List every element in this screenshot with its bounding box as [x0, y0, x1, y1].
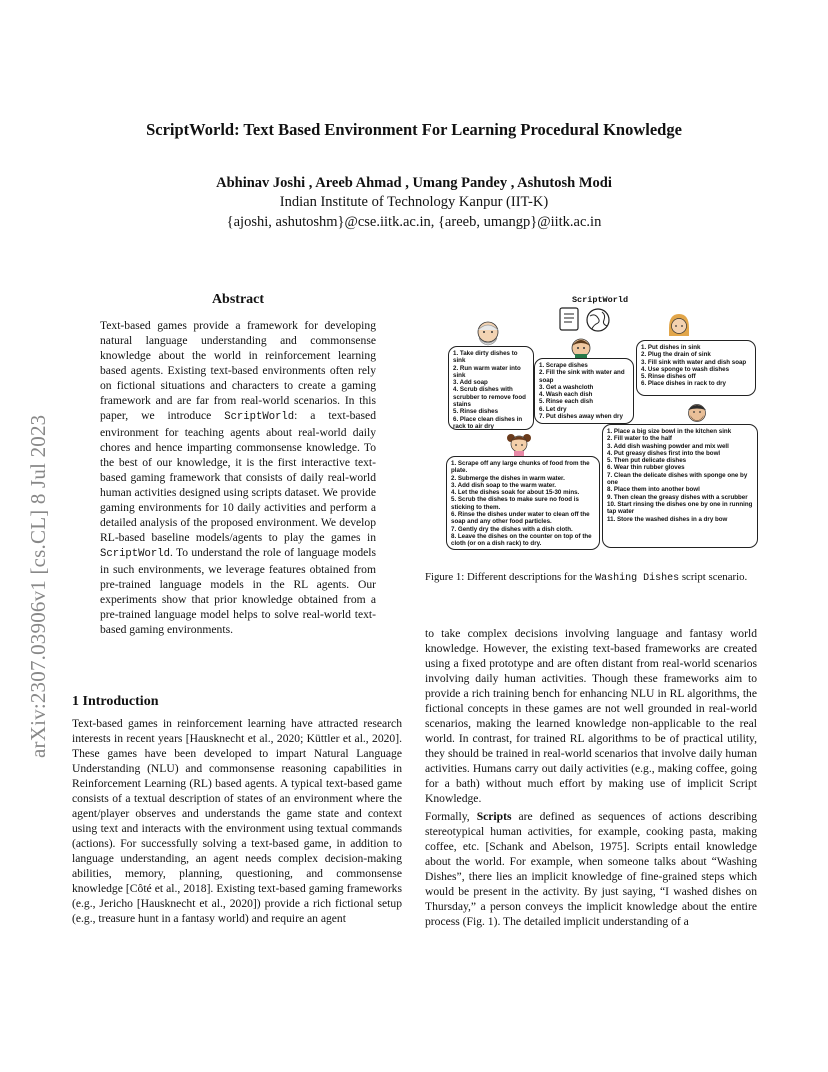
box-5-step: 6. Wear thin rubber gloves	[607, 464, 685, 472]
script-box-4	[446, 456, 600, 550]
box-2-step: 3. Get a washcloth	[539, 383, 594, 391]
figure-1-caption	[425, 570, 757, 586]
girl-avatar-icon	[506, 430, 532, 456]
figure-logo-title: ScriptWorld	[571, 295, 629, 305]
box-1-step: 1. Take dirty dishes to sink	[453, 350, 518, 365]
box-5-step: 9. Then clean the greasy dishes with a scrubber	[607, 493, 748, 501]
young-man-avatar-icon	[568, 334, 594, 360]
box-5-step: 1. Place a big size bowl in the kitchen sink	[607, 428, 732, 435]
script-box-1	[448, 346, 534, 430]
abstract-body	[100, 318, 376, 637]
caption-text-end: script scenario.	[679, 571, 748, 583]
affiliation: Indian Institute of Technology Kanpur (IIT-K)	[279, 194, 549, 210]
box-2-step: 4. Wash each dish	[539, 391, 593, 399]
box-4-step: 6. Rinse the dishes under water to clean off the soap and any other food particles.	[451, 511, 590, 526]
box-3-step: 6. Place dishes in rack to dry	[641, 380, 726, 388]
caption-text: Figure 1: Different descriptions for the	[425, 571, 596, 583]
box-1-step: 3. Add soap	[453, 379, 488, 387]
script-box-2	[534, 358, 634, 424]
box-2-step: 6. Let dry	[539, 405, 567, 413]
paper-title: ScriptWorld: Text Based Environment For Learning Procedural Knowledge	[146, 120, 682, 139]
woman-avatar-icon	[666, 312, 692, 340]
box-5-step: 10. Start rinsing the dishes one by one in running tap water	[607, 500, 753, 516]
intro-heading: 1 Introduction	[72, 694, 159, 709]
intro-body	[72, 716, 402, 926]
right-column-body	[425, 626, 757, 929]
box-2-step: 5. Rinse each dish	[539, 398, 593, 406]
abstract-mono-1: ScriptWorld	[224, 411, 295, 423]
box-3-step: 3. Fill sink with water and dish soap	[641, 358, 747, 366]
abstract-mono-2: ScriptWorld	[100, 548, 170, 560]
arxiv-stamp-text: arXiv:2307.03906v1 [cs.CL] 8 Jul 2023	[26, 414, 50, 758]
bearded-man-avatar-icon	[684, 400, 710, 426]
box-4-step: 1. Scrape off any large chunks of food from the plate.	[451, 460, 590, 475]
old-man-avatar-icon	[474, 318, 502, 348]
box-4-step: 5. Scrub the dishes to make sure no food is sticking to them.	[451, 496, 579, 511]
script-globe-icon	[556, 306, 614, 334]
box-3-step: 4. Use sponge to wash dishes	[641, 365, 730, 373]
box-4-step: 7. Gently dry the dishes with a dish cloth.	[451, 525, 573, 533]
box-5-step: 2. Fill water to the half	[607, 435, 672, 443]
box-2-step: 1. Scrape dishes	[539, 362, 588, 369]
box-1-step: 2. Run warm water into sink	[453, 364, 521, 379]
author-list: Abhinav Joshi , Areeb Ahmad , Umang Pandey , Ashutosh Modi	[216, 175, 612, 191]
box-5-step: 11. Store the washed dishes in a dry bow	[607, 515, 728, 523]
figure-1	[440, 292, 760, 554]
box-5-step: 8. Place them into another bowl	[607, 486, 700, 494]
box-5-step: 3. Add dish washing powder and mix well	[607, 442, 729, 450]
box-1-step: 4. Scrub dishes with scrubber to remove food stains	[453, 386, 526, 409]
abstract-part-3: . To understand the role of language models in such environments, we leverage features obtained from pre-trained language models in the RL agents. Our experiments show that prior knowledge obtained from a pre-trained language model helps to solve real-world text-based gaming environments.	[100, 546, 376, 636]
box-3-step: 2. Plug the drain of sink	[641, 351, 711, 359]
box-2-step: 7. Put dishes away when dry	[539, 413, 623, 421]
script-box-5	[602, 424, 758, 548]
abstract-part-1: Text-based games provide a framework for developing natural language understanding and commonsense knowledge about the world in reinforcement learning based agents. Existing text-based environments often rely on fictional situations and characters to create a gaming framework and are far from real-world scenarios. In this paper, we introduce	[100, 319, 376, 422]
box-3-step: 5. Rinse dishes off	[641, 373, 696, 381]
arxiv-stamp	[20, 300, 50, 760]
box-4-step: 4. Let the dishes soak for about 15-30 mins.	[451, 489, 580, 497]
box-2-step: 2. Fill the sink with water and soap	[539, 369, 625, 384]
box-3-step: 1. Put dishes in sink	[641, 344, 701, 351]
abstract-heading: Abstract	[211, 292, 265, 307]
p2-pre: Formally,	[425, 810, 477, 823]
right-paragraph-1: to take complex decisions involving language and fantasy world knowledge. However, the existing text-based frameworks are created using a fixed prototype and are often distant from real-world scenarios involving daily human activities. Though these frameworks aim to provide a rich training bench for enhancing NLU in RL algorithms, the fictional concepts in these games are not well grounded in real-world scenarios, making the learned knowledge non-applicable to the real world. In contrast, for trained RL algorithms to be of practical utility, they should be trained in real-world scenarios that involve daily human activities. Humans carry out daily activities (e.g., making coffee, going for a bath) without much effort by making use of implicit Script Knowledge.	[425, 627, 757, 805]
author-emails: {ajoshi, ashutoshm}@cse.iitk.ac.in, {areeb, umangp}@iitk.ac.in	[226, 214, 602, 230]
p2-bold-term: Scripts	[476, 810, 512, 823]
box-4-step: 2. Submerge the dishes in warm water.	[451, 474, 565, 482]
box-1-step: 6. Place clean dishes in rack to air dry	[453, 415, 523, 430]
abstract-part-2: : a text-based environment for teaching agents about real-world daily chores and hence imparting commonsense knowledge. To the best of our knowledge, it is the first interactive text-based gaming framework that consists of daily real-world human activities designed using scripts dataset. We provide gaming environments for 10 daily activities and perform a detailed analysis of the proposed environment. We develop RL-based baseline models/agents to play the games in	[100, 409, 376, 544]
intro-paragraph: Text-based games in reinforcement learning have attracted research interests in recent years [Hausknecht et al., 2020; Küttler et al., 2020]. These games have been developed to impart Natural Language Understanding (NLU) and commonsense reasoning capabilities in Reinforcement Learning (RL) based agents. A typical text-based game consists of a textual description of states of an environment where the agent/player observes and understands the game state and context using text and interacts with the environment using textual commands (actions). For successfully solving a text-based game, in addition to language understanding, an agent needs complex decision-making abilities, memory, planning, questioning, and commonsense knowledge [Côté et al., 2018]. Existing text-based gaming frameworks (e.g., Jericho [Hausknecht et al., 2020]) provide a rich fictional setup (e.g., treasure hunt in a fantasy world) and require an agent	[72, 717, 402, 925]
box-4-step: 8. Leave the dishes on the counter on top of the cloth (or on a dish rack) to dry.	[451, 532, 592, 548]
p2-post: are defined as sequences of actions describing stereotypical human activities, for example, cooking pasta, making coffee, etc. [Schank and Abelson, 1975]. Scripts entail knowledge about the world. For example, when someone talks about “Washing Dishes”, there lies an implicit knowledge of fine-grained steps which would be present in the activity. By just saying, “I washed dishes on Thursday,” a person conveys the implicit knowledge about the entire process (Fig. 1). The detailed implicit understanding of a	[425, 810, 757, 928]
box-1-step: 5. Rinse dishes	[453, 408, 499, 416]
box-5-step: 7. Clean the delicate dishes with sponge one by one	[607, 471, 748, 487]
box-4-step: 3. Add dish soap to the warm water.	[451, 481, 556, 489]
script-box-3	[636, 340, 756, 396]
box-5-step: 5. Then put delicate dishes	[607, 457, 687, 465]
box-5-step: 4. Put greasy dishes first into the bowl	[607, 449, 721, 457]
caption-mono: Washing Dishes	[595, 573, 680, 584]
right-paragraph-2	[425, 809, 757, 929]
